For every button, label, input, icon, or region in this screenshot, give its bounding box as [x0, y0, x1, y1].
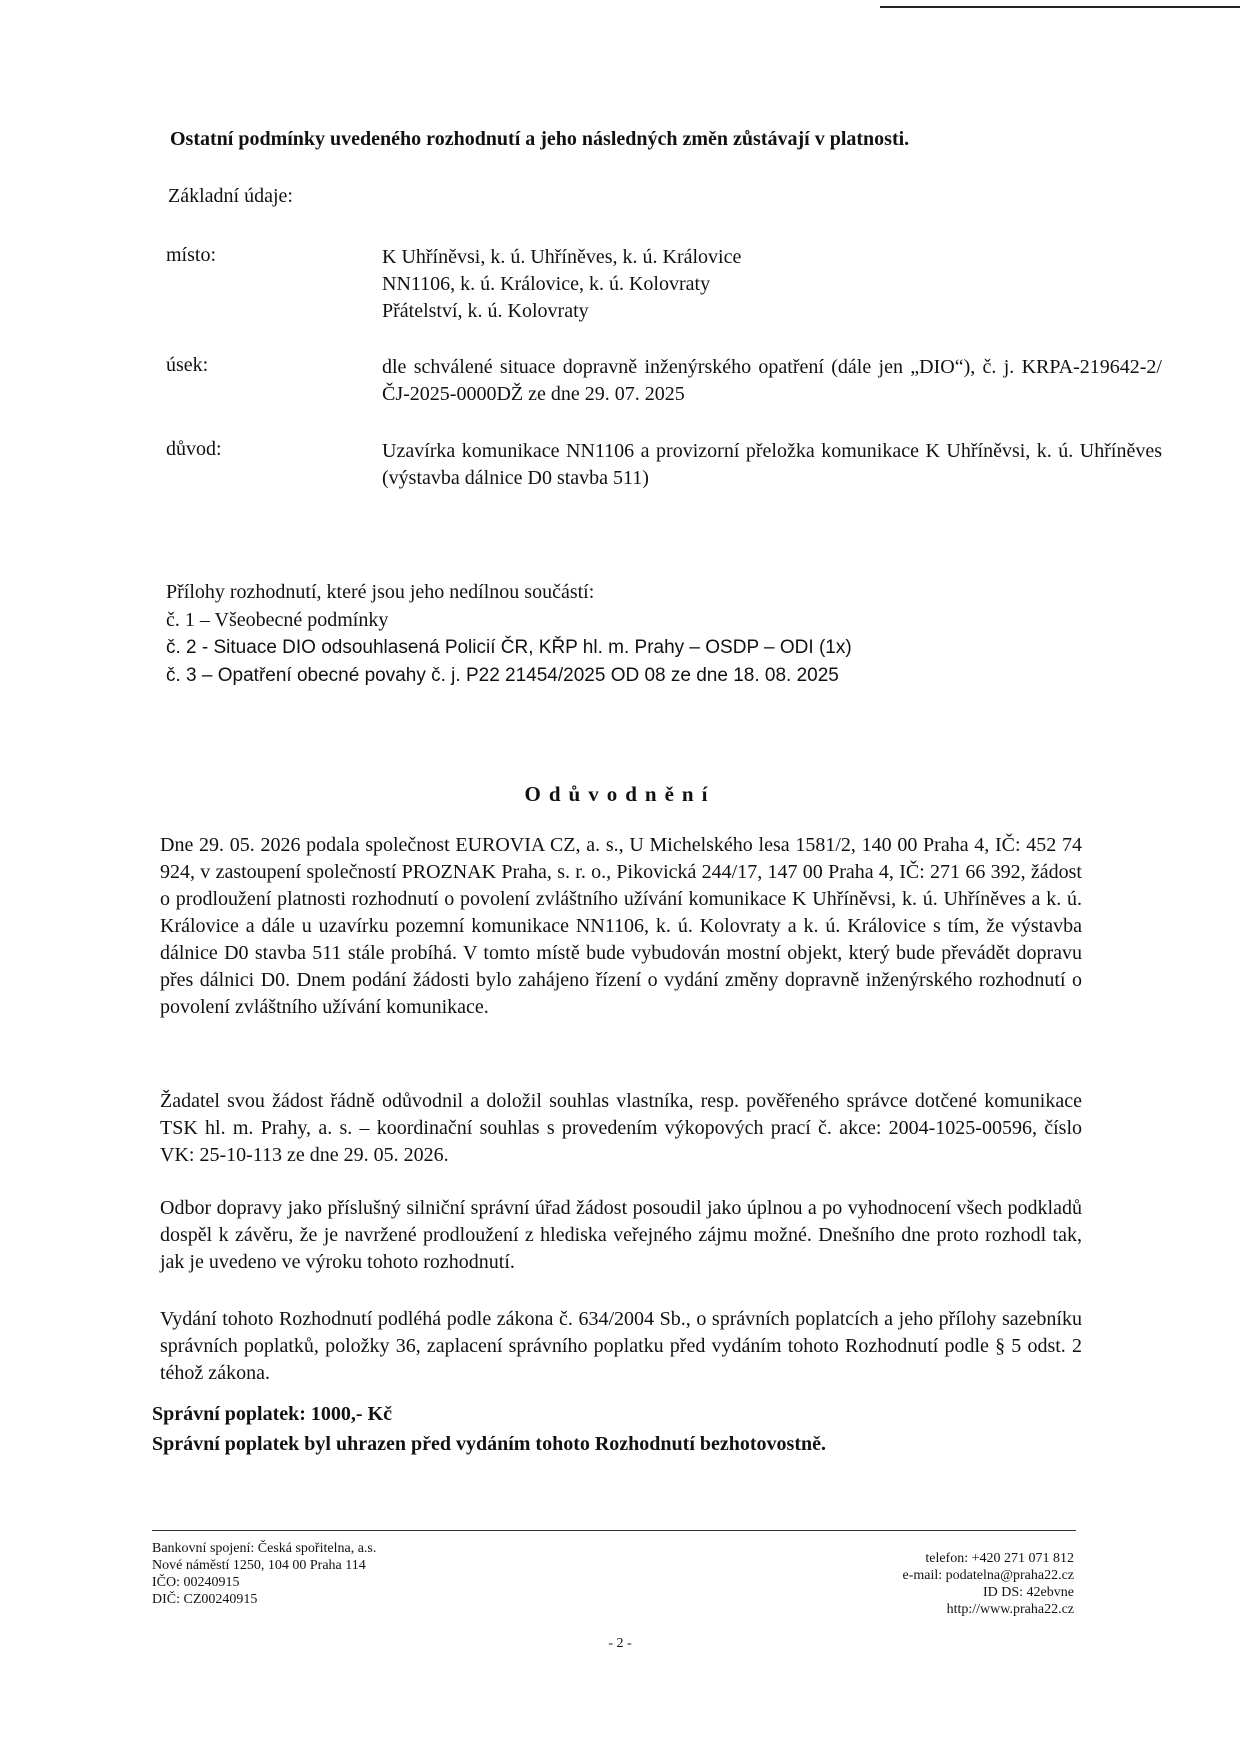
footer-website-link[interactable]: http://www.praha22.cz: [946, 1602, 1074, 1617]
justification-paragraph: Žadatel svou žádost řádně odůvodnil a doložil souhlas vlastníka, resp. pověřeného správce dotčené komunikace TSK hl. m. Prahy, a. s. – koordinační souhlas s provedením výkopových prací č. akce: 2004-1025-00596, číslo VK: 25-10-113 ze dne 29. 05. 2026.: [160, 1090, 1082, 1166]
closing-statement: Ostatní podmínky uvedeného rozhodnutí a jeho následných změn zůstávají v platnosti.: [170, 128, 910, 150]
fee-amount: Správní poplatek: 1000,- Kč: [152, 1403, 393, 1425]
footer-contact-info: [903, 1550, 1074, 1618]
usek-label: úsek:: [166, 354, 209, 376]
fee-paid-note: Správní poplatek byl uhrazen před vydáním tohoto Rozhodnutí bezhotovostně.: [152, 1433, 826, 1455]
usek-value: [382, 354, 1162, 408]
justification-paragraph: Vydání tohoto Rozhodnutí podléhá podle zákona č. 634/2004 Sb., o správních poplatcích a jeho přílohy sazebníku správních poplatků, položky 36, zaplacení správního poplatku před vydáním tohoto Rozhodnutí podle § 5 odst. 2 téhož zákona.: [160, 1308, 1082, 1384]
footer-data-box: ID DS: 42ebvne: [983, 1585, 1074, 1600]
misto-label: místo:: [166, 244, 217, 266]
duvod-value: [382, 438, 1162, 492]
footer-line: DIČ: CZ00240915: [152, 1592, 258, 1607]
basic-data-heading: Základní údaje:: [168, 185, 293, 207]
footer-divider: [152, 1530, 1076, 1531]
footer-bank-info: [152, 1540, 376, 1608]
footer-line: Nové náměstí 1250, 104 00 Praha 114: [152, 1558, 366, 1573]
usek-text: dle schválené situace dopravně inženýrského opatření (dále jen „DIO“), č. j. KRPA-219642-2/ČJ-2025-0000DŽ ze dne 29. 07. 2025: [382, 356, 1162, 405]
attachments-heading: Přílohy rozhodnutí, které jsou jeho nedílnou součástí:: [166, 581, 595, 603]
justification-paragraph: Dne 29. 05. 2026 podala společnost EUROVIA CZ, a. s., U Michelského lesa 1581/2, 140 00 Praha 4, IČ: 452 74 924, v zastoupení společností PROZNAK Praha, s. r. o., Pikovická 244/17, 147 00 Praha 4, IČ: 271 66 392, žádost o prodloužení platnosti rozhodnutí o povolení zvláštního užívání komunikace K Uhříněvsi, k. ú. Uhříněves a k. ú. Královice a dále u uzavírku pozemní komunikace NN1106, k. ú. Kolovraty a k. ú. Královice s tím, že výstavba dálnice D0 stavba 511 stále probíhá. V tomto místě bude vybudován mostní objekt, který bude převádět dopravu přes dálnici D0. Dnem podání žádosti bylo zahájeno řízení o vydání změny dopravně inženýrského rozhodnutí o povolení zvláštního užívání komunikace.: [160, 834, 1082, 1018]
page-number: - 2 -: [608, 1636, 632, 1651]
duvod-label: důvod:: [166, 438, 222, 460]
footer-phone: telefon: +420 271 071 812: [925, 1551, 1074, 1566]
misto-value: [382, 244, 1162, 325]
attachment-item: č. 3 – Opatření obecné povahy č. j. P22 21454/2025 OD 08 ze dne 18. 08. 2025: [166, 665, 839, 686]
justification-paragraph: Odbor dopravy jako příslušný silniční správní úřad žádost posoudil jako úplnou a po vyhodnocení všech podkladů dospěl k závěru, že je navržené prodloužení z hlediska veřejného zájmu možné. Dnešního dne proto rozhodl tak, jak je uvedeno ve výroku tohoto rozhodnutí.: [160, 1197, 1082, 1273]
misto-line: NN1106, k. ú. Královice, k. ú. Kolovraty: [382, 273, 711, 295]
misto-line: Přátelství, k. ú. Kolovraty: [382, 300, 589, 322]
duvod-text: Uzavírka komunikace NN1106 a provizorní přeložka komunikace K Uhříněvsi, k. ú. Uhříněves (výstavba dálnice D0 stavba 511): [382, 440, 1162, 489]
misto-line: K Uhříněvsi, k. ú. Uhříněves, k. ú. Královice: [382, 246, 742, 268]
justification-heading: Odůvodnění: [524, 782, 716, 806]
attachment-item: č. 1 – Všeobecné podmínky: [166, 609, 389, 631]
attachments-section: [166, 578, 852, 690]
attachment-item: č. 2 - Situace DIO odsouhlasená Policií ČR, KŘP hl. m. Prahy – OSDP – ODI (1x): [166, 637, 852, 658]
footer-email[interactable]: e-mail: podatelna@praha22.cz: [902, 1568, 1074, 1583]
footer-line: IČO: 00240915: [152, 1575, 240, 1590]
footer-line: Bankovní spojení: Česká spořitelna, a.s.: [152, 1541, 377, 1556]
